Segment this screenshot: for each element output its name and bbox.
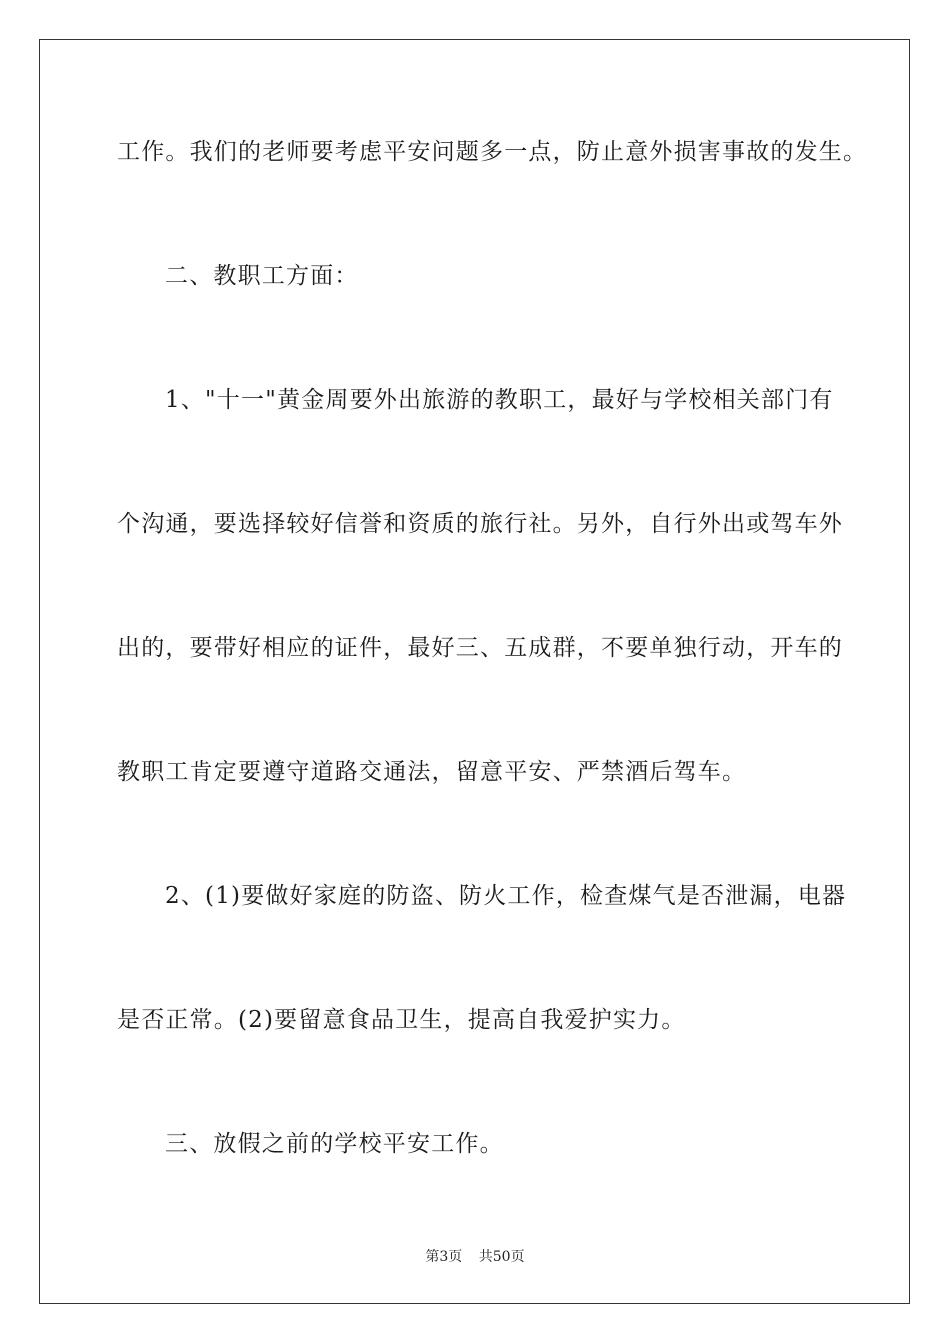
paragraph-line: 2、(1)要做好家庭的防盗、防火工作，检查煤气是否泄漏，电器 — [165, 883, 847, 909]
paragraph-line: 工作。我们的老师要考虑平安问题多一点，防止意外损害事故的发生。 — [117, 139, 868, 165]
paragraph-line: 个沟通，要选择较好信誉和资质的旅行社。另外，自行外出或驾车外 — [117, 511, 843, 537]
paragraph-line: 教职工肯定要遵守道路交通法，留意平安、严禁酒后驾车。 — [117, 759, 747, 785]
paragraph-line: 1、"十一"黄金周要外出旅游的教职工，最好与学校相关部门有 — [165, 387, 834, 413]
section-heading: 二、教职工方面： — [165, 263, 359, 289]
page-border — [39, 39, 910, 1304]
page-footer — [0, 1247, 950, 1267]
total-pages: 共50页 — [478, 1249, 525, 1265]
section-heading: 三、放假之前的学校平安工作。 — [165, 1131, 504, 1157]
paragraph-line: 出的，要带好相应的证件，最好三、五成群，不要单独行动，开车的 — [117, 635, 843, 661]
paragraph-line: 是否正常。(2)要留意食品卫生，提高自我爱护实力。 — [117, 1007, 686, 1033]
page-number: 第3页 — [425, 1249, 463, 1265]
